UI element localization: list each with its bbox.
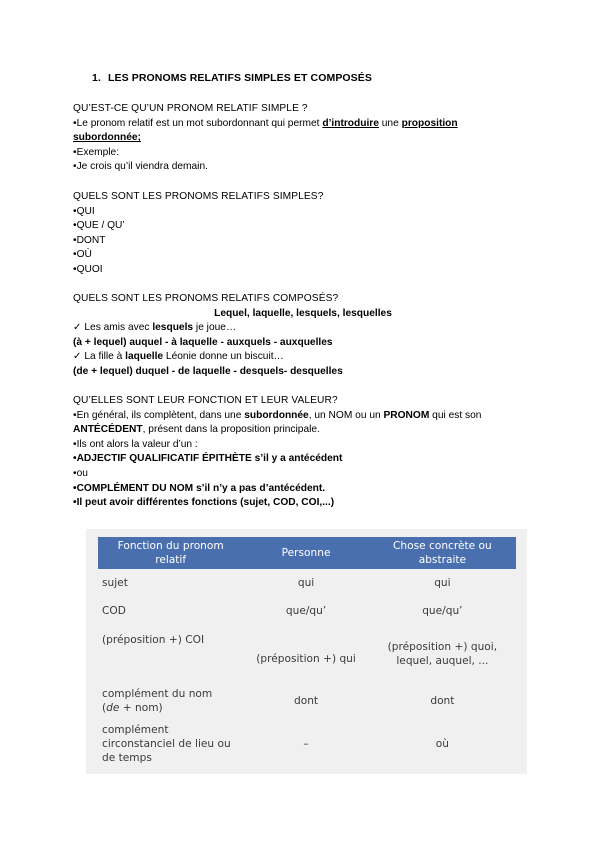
- example-line-1: [73, 321, 533, 336]
- example-label: •Exemple:: [73, 146, 120, 158]
- table-header-person: Personne: [243, 537, 368, 569]
- function-text-principale: , présent dans la proposition principale.: [142, 424, 320, 436]
- table-cell: dont: [294, 695, 319, 707]
- page-title: [92, 72, 372, 84]
- table-cell: sujet: [102, 577, 128, 589]
- definition-line: [73, 117, 533, 132]
- table-cell: que/qu’: [422, 605, 463, 617]
- example1-suffix: je joue…: [193, 322, 237, 334]
- example-text: •Je crois qu’il viendra demain.: [73, 161, 208, 173]
- example2-bold: laquelle: [125, 351, 164, 363]
- table-header-row: [98, 537, 516, 569]
- section-function: [73, 394, 533, 511]
- table-row: [98, 625, 516, 683]
- table-cell: dont: [430, 695, 455, 707]
- table-cell: (préposition +) quoi, lequel, auquel, ...: [387, 641, 498, 667]
- table-cell: qui: [434, 577, 451, 589]
- section3-heading: QUELS SONT LES PRONOMS RELATIFS COMPOSÉS?: [73, 293, 339, 304]
- table-header-thing: Chose concrète ou abstraite: [369, 537, 516, 569]
- function-text: •En général, ils complètent, dans une: [73, 409, 245, 421]
- example2-prefix: ✓ La fille à: [73, 351, 126, 363]
- function-line-4: •ADJECTIF QUALIFICATIF ÉPITHÈTE s’il y a antécédent: [73, 453, 343, 465]
- function-line-7: •Il peut avoir différentes fonctions (sujet, COD, COI,...): [73, 497, 335, 509]
- table-cell: COD: [102, 605, 126, 617]
- function-line-3: •Ils ont alors la valeur d’un :: [73, 438, 198, 450]
- function-text-end: qui est son: [429, 409, 482, 421]
- function-line-1: [73, 409, 533, 424]
- section2-heading: QUELS SONT LES PRONOMS RELATIFS SIMPLES?: [73, 191, 324, 202]
- table-cell: complément circonstanciel de lieu ou de temps: [102, 724, 231, 764]
- table-cell: (préposition +) COI: [102, 634, 205, 646]
- definition-keyword-proposition: proposition: [401, 117, 458, 129]
- list-item: •QUE / QU’: [73, 220, 125, 232]
- function-keyword-subordonnee: subordonnée: [244, 409, 309, 421]
- function-line-5: •ou: [73, 467, 88, 479]
- definition-keyword-subordonnee: subordonnée;: [73, 132, 141, 144]
- section-simple-list: [73, 190, 533, 278]
- table-row: [98, 683, 516, 719]
- definition-line-2: [73, 131, 533, 146]
- section1-heading: QU’EST-CE QU’UN PRONOM RELATIF SIMPLE ?: [73, 103, 308, 114]
- list-item: •OÙ: [73, 249, 92, 261]
- table-row: [98, 597, 516, 625]
- definition-text-mid: une: [378, 117, 402, 129]
- subtext-close: + nom): [119, 702, 163, 714]
- table-row: [98, 719, 516, 769]
- example2-forms: (de + lequel) duquel - de laquelle - desquels- desquelles: [73, 365, 343, 377]
- relative-pronoun-table-image: [86, 529, 527, 774]
- table-cell-text: complément du nom: [102, 688, 213, 700]
- example1-forms: (à + lequel) auquel - à laquelle - auxquels - auxquelles: [73, 336, 333, 348]
- example-line-2: [73, 350, 533, 365]
- section-composed: [73, 292, 533, 380]
- example1-bold: lesquels: [152, 322, 194, 334]
- table-cell: (préposition +) qui: [256, 653, 356, 665]
- function-line-6: •COMPLÉMENT DU NOM s’il n’y a pas d’antécédent.: [73, 482, 326, 494]
- section-simple-definition: [73, 102, 533, 175]
- composed-list: Lequel, laquelle, lesquels, lesquelles: [214, 307, 392, 319]
- table-cell: où: [435, 738, 449, 750]
- table-cell-subtext: [102, 701, 239, 715]
- list-item: •DONT: [73, 234, 106, 246]
- function-keyword-antecedent: ANTÉCÉDENT: [73, 424, 143, 436]
- table-header-function: Fonction du pronom relatif: [98, 537, 243, 569]
- function-keyword-pronom: PRONOM: [383, 409, 430, 421]
- definition-text: •Le pronom relatif est un mot subordonnant qui permet: [73, 117, 323, 129]
- list-item: •QUOI: [73, 263, 103, 275]
- table-cell-complement-nom: [98, 683, 243, 719]
- title-text: LES PRONOMS RELATIFS SIMPLES ET COMPOSÉS: [108, 72, 372, 84]
- table-cell: qui: [297, 577, 315, 589]
- subtext-open: (: [102, 702, 107, 714]
- title-number: 1.: [92, 72, 101, 84]
- example1-prefix: ✓ Les amis avec: [73, 322, 153, 334]
- function-text-mid: , un NOM ou un: [308, 409, 384, 421]
- relative-pronoun-table: [98, 537, 516, 769]
- list-item: •QUI: [73, 205, 95, 217]
- section4-heading: QU’ELLES SONT LEUR FONCTION ET LEUR VALEUR?: [73, 395, 338, 406]
- example2-suffix: Léonie donne un biscuit…: [163, 351, 284, 363]
- table-cell: que/qu’: [285, 605, 327, 617]
- table-row: [98, 569, 516, 597]
- function-line-2: [73, 423, 533, 438]
- subtext-italic: de: [106, 702, 120, 714]
- definition-keyword-introduire: d’introduire: [322, 117, 379, 129]
- table-cell: –: [303, 738, 309, 750]
